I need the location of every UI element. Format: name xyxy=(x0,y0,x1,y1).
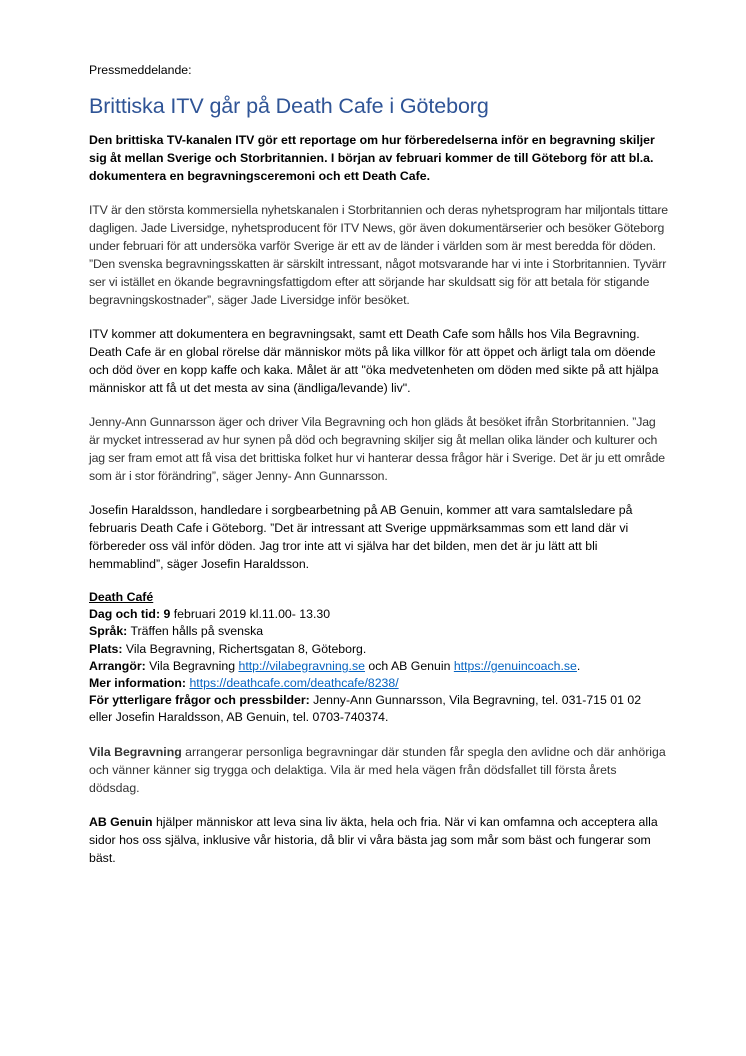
organizer-end: . xyxy=(576,658,581,673)
event-date-line xyxy=(89,606,669,623)
page-title: Brittiska ITV går på Death Cafe i Göteborg xyxy=(89,94,489,118)
event-date-value: februari 2019 kl.11.00- 13.30 xyxy=(173,607,331,622)
about-company-name: Vila Begravning xyxy=(89,744,182,759)
event-place-line xyxy=(89,641,669,658)
event-more-info-line xyxy=(89,675,669,692)
event-organizer-label: Arrangör: xyxy=(89,658,146,673)
about-company-text: arrangerar personliga begravningar där stunden får spegla den avlidne och där anhöriga och vänner känner sig trygga och delaktiga. Vila är med hela vägen från dödsfallet till första årets dödsdag. xyxy=(89,744,666,795)
event-language-value: Träffen hålls på svenska xyxy=(130,624,264,639)
organizer-name: och AB Genuin xyxy=(368,658,451,673)
body-paragraph: Josefin Haraldsson, handledare i sorgbearbetning på AB Genuin, kommer att vara samtalsledare på februaris Death Cafe i Göteborg. ”Det är intressant att Sverige uppmärksammas som ett land där vi förbereder oss väl inför döden. Jag tror inte att vi själva har det bilden, men det är ju lätt att bli hemmablind”, säger Josefin Haraldsson. xyxy=(89,503,633,571)
lead-paragraph: Den brittiska TV-kanalen ITV gör ett reportage om hur förberedelserna inför en begravning skiljer sig åt mellan Sverige och Storbritannien. I början av februari kommer de till Göteborg för att bl.a. dokumentera en begravningsceremoni och ett Death Cafe. xyxy=(89,133,655,183)
event-date-label: Dag och tid: xyxy=(89,607,161,622)
event-heading: Death Café xyxy=(89,590,154,604)
organizer-name: Vila Begravning xyxy=(149,658,236,673)
document-label: Pressmeddelande: xyxy=(89,63,192,77)
event-place-label: Plats: xyxy=(89,641,123,656)
about-vila-begravning xyxy=(89,743,669,797)
genuincoach-link[interactable]: https://genuincoach.se xyxy=(453,658,577,673)
event-contact-label: För ytterligare frågor och pressbilder: xyxy=(89,693,310,708)
event-contact-line-2: eller Josefin Haraldsson, AB Genuin, tel. 0703-740374. xyxy=(89,710,389,725)
event-contact-value: Jenny-Ann Gunnarsson, Vila Begravning, tel. 031-715 01 02 xyxy=(313,693,642,708)
event-place-value: Vila Begravning, Richertsgatan 8, Göteborg. xyxy=(125,641,367,656)
press-release-page xyxy=(89,62,669,867)
event-language-line xyxy=(89,623,669,640)
body-paragraph: ITV är den största kommersiella nyhetskanalen i Storbritannien och deras nyhetsprogram har miljontals tittare dagligen. Jade Liversidge, nyhetsproducent för ITV News, gör även dokumentärserier och besöker Göteborg under februari för att undersöka varför Sverige är ett av de länder i världen som är mest beredda för döden. ”Den svenska begravningsskatten är särskilt intressant, något motsvarande har vi inte i Storbritannien. Tyvärr ser vi istället en ökande begravningsfattigdom efter att sörjande har skuldsatt sig för att betala för stigande begravningskostnader”, säger Jade Liversidge inför besöket. xyxy=(89,203,668,307)
event-more-info-label: Mer information: xyxy=(89,676,187,691)
event-info xyxy=(89,589,669,727)
event-date-number: 9 xyxy=(163,607,171,622)
event-contact-line xyxy=(89,692,669,709)
deathcafe-link[interactable]: https://deathcafe.com/deathcafe/8238/ xyxy=(189,676,399,691)
vilabegravning-link[interactable]: http://vilabegravning.se xyxy=(238,658,365,673)
about-company-text: hjälper människor att leva sina liv äkta, hela och fria. När vi kan omfamna och acceptera alla sidor hos oss själva, inklusive vår historia, då blir vi våra bästa jag som mår som bäst och fungerar som bäst. xyxy=(89,814,658,865)
event-organizer-line xyxy=(89,658,669,675)
body-paragraph: Jenny-Ann Gunnarsson äger och driver Vila Begravning och hon gläds åt besöket ifrån Storbritannien. ”Jag är mycket intresserad av hur synen på död och begravning skiljer sig åt mellan olika länder och kulturer och jag ser fram emot att få visa det brittiska folket hur vi hanterar dessa frågor här i Sverige. Det är ju ett område som är i stor förändring”, säger Jenny- Ann Gunnarsson. xyxy=(89,415,665,483)
about-company-name: AB Genuin xyxy=(89,814,153,829)
body-paragraph: ITV kommer att dokumentera en begravningsakt, samt ett Death Cafe som hålls hos Vila Begravning. Death Cafe är en global rörelse där människor möts på lika villkor för att öppet och ärligt tala om döende och död över en kopp kaffe och kaka. Målet är att "öka medvetenheten om döden med sikte på att hjälpa människor att få ut det mesta av sina (ändliga/levande) liv". xyxy=(89,327,659,395)
about-ab-genuin xyxy=(89,813,669,867)
event-language-label: Språk: xyxy=(89,624,128,639)
